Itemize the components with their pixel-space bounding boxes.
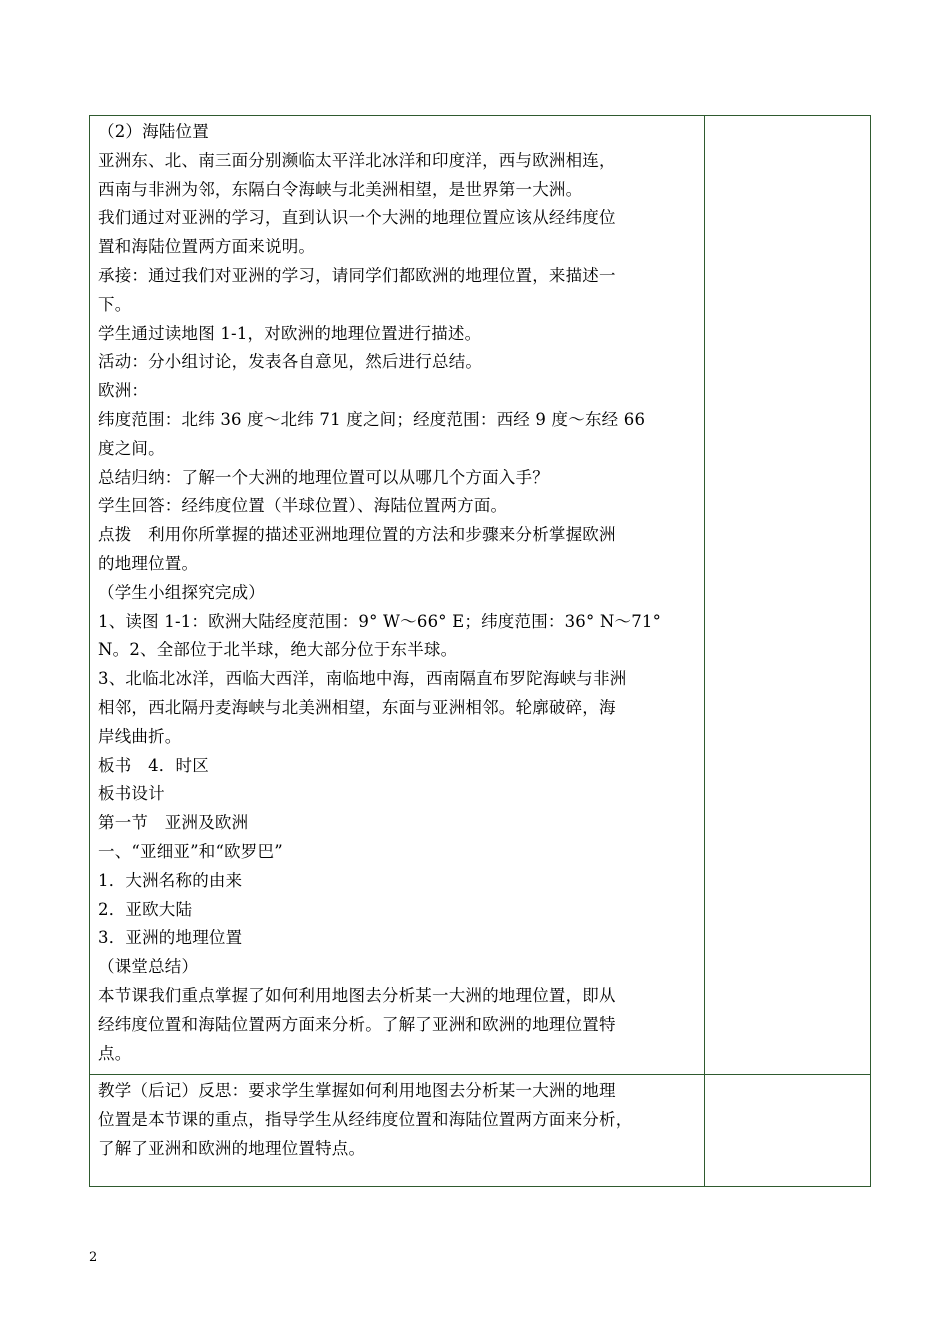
lesson-table <box>89 115 871 1187</box>
text-line: 岸线曲折。 <box>98 726 182 746</box>
text-line: 点。 <box>98 1043 132 1063</box>
text-line: 学生通过读地图 1-1，对欧洲的地理位置进行描述。 <box>98 323 482 343</box>
text-line: 活动：分小组讨论，发表各自意见，然后进行总结。 <box>98 352 483 372</box>
table-row-main <box>90 116 871 1075</box>
main-content <box>90 116 704 1074</box>
text-line: 纬度范围：北纬 36 度～北纬 71 度之间；经度范围：西经 9 度～东经 66 <box>98 409 646 429</box>
reflection-content <box>90 1075 704 1169</box>
text-line: 板书 4．时区 <box>98 755 209 775</box>
text-line: 总结归纳：了解一个大洲的地理位置可以从哪几个方面入手？ <box>98 467 549 487</box>
text-line: 1．大洲名称的由来 <box>98 870 243 890</box>
text-line: 欧洲： <box>98 381 149 401</box>
text-line: （学生小组探究完成） <box>98 582 265 602</box>
reflection-cell <box>90 1075 705 1187</box>
text-line: 学生回答：经纬度位置（半球位置）、海陆位置两方面。 <box>98 496 508 516</box>
text-line: （课堂总结） <box>98 957 199 977</box>
text-line: 一、“亚细亚”和“欧罗巴” <box>98 841 283 861</box>
text-line: 的地理位置。 <box>98 553 199 573</box>
text-line: 西南与非洲为邻，东隔白令海峡与北美洲相望，是世界第一大洲。 <box>98 179 583 199</box>
text-line: 承接：通过我们对亚洲的学习，请同学们都欧洲的地理位置，来描述一 <box>98 265 616 285</box>
text-line: 我们通过对亚洲的学习，直到认识一个大洲的地理位置应该从经纬度位 <box>98 208 616 228</box>
text-line: N。2、全部位于北半球，绝大部分位于东半球。 <box>98 640 458 660</box>
text-line: 相邻，西北隔丹麦海峡与北美洲相望，东面与亚洲相邻。轮廓破碎，海 <box>98 697 616 717</box>
text-line: 3、北临北冰洋，西临大西洋，南临地中海，西南隔直布罗陀海峡与非洲 <box>98 669 627 689</box>
text-line: 1、读图 1-1：欧洲大陆经度范围：9° W～66° E；纬度范围：36° N～71° <box>98 611 662 631</box>
reflection-line: 位置是本节课的重点，指导学生从经纬度位置和海陆位置两方面来分析， <box>98 1110 633 1130</box>
table-row-reflection <box>90 1075 871 1187</box>
text-line: 度之间。 <box>98 438 165 458</box>
text-line: 板书设计 <box>98 784 165 804</box>
page-number: 2 <box>89 1250 98 1265</box>
reflection-line: 教学（后记）反思：要求学生掌握如何利用地图去分析某一大洲的地理 <box>98 1081 616 1101</box>
text-line: 经纬度位置和海陆位置两方面来分析。了解了亚洲和欧洲的地理位置特 <box>98 1014 616 1034</box>
text-line: 2．亚欧大陆 <box>98 899 193 919</box>
text-line: 下。 <box>98 294 132 314</box>
text-line: （2）海陆位置 <box>98 122 209 141</box>
text-line: 第一节 亚洲及欧洲 <box>98 813 249 833</box>
text-line: 3．亚洲的地理位置 <box>98 928 243 948</box>
reflection-side-cell <box>705 1075 871 1187</box>
text-line: 亚洲东、北、南三面分别濒临太平洋北冰洋和印度洋，西与欧洲相连， <box>98 150 616 170</box>
text-line: 置和海陆位置两方面来说明。 <box>98 237 316 257</box>
text-line: 本节课我们重点掌握了如何利用地图去分析某一大洲的地理位置，即从 <box>98 985 616 1005</box>
side-notes-cell <box>705 116 871 1075</box>
reflection-line: 了解了亚洲和欧洲的地理位置特点。 <box>98 1138 366 1158</box>
main-content-cell <box>90 116 705 1075</box>
text-line: 点拨 利用你所掌握的描述亚洲地理位置的方法和步骤来分析掌握欧洲 <box>98 525 616 545</box>
